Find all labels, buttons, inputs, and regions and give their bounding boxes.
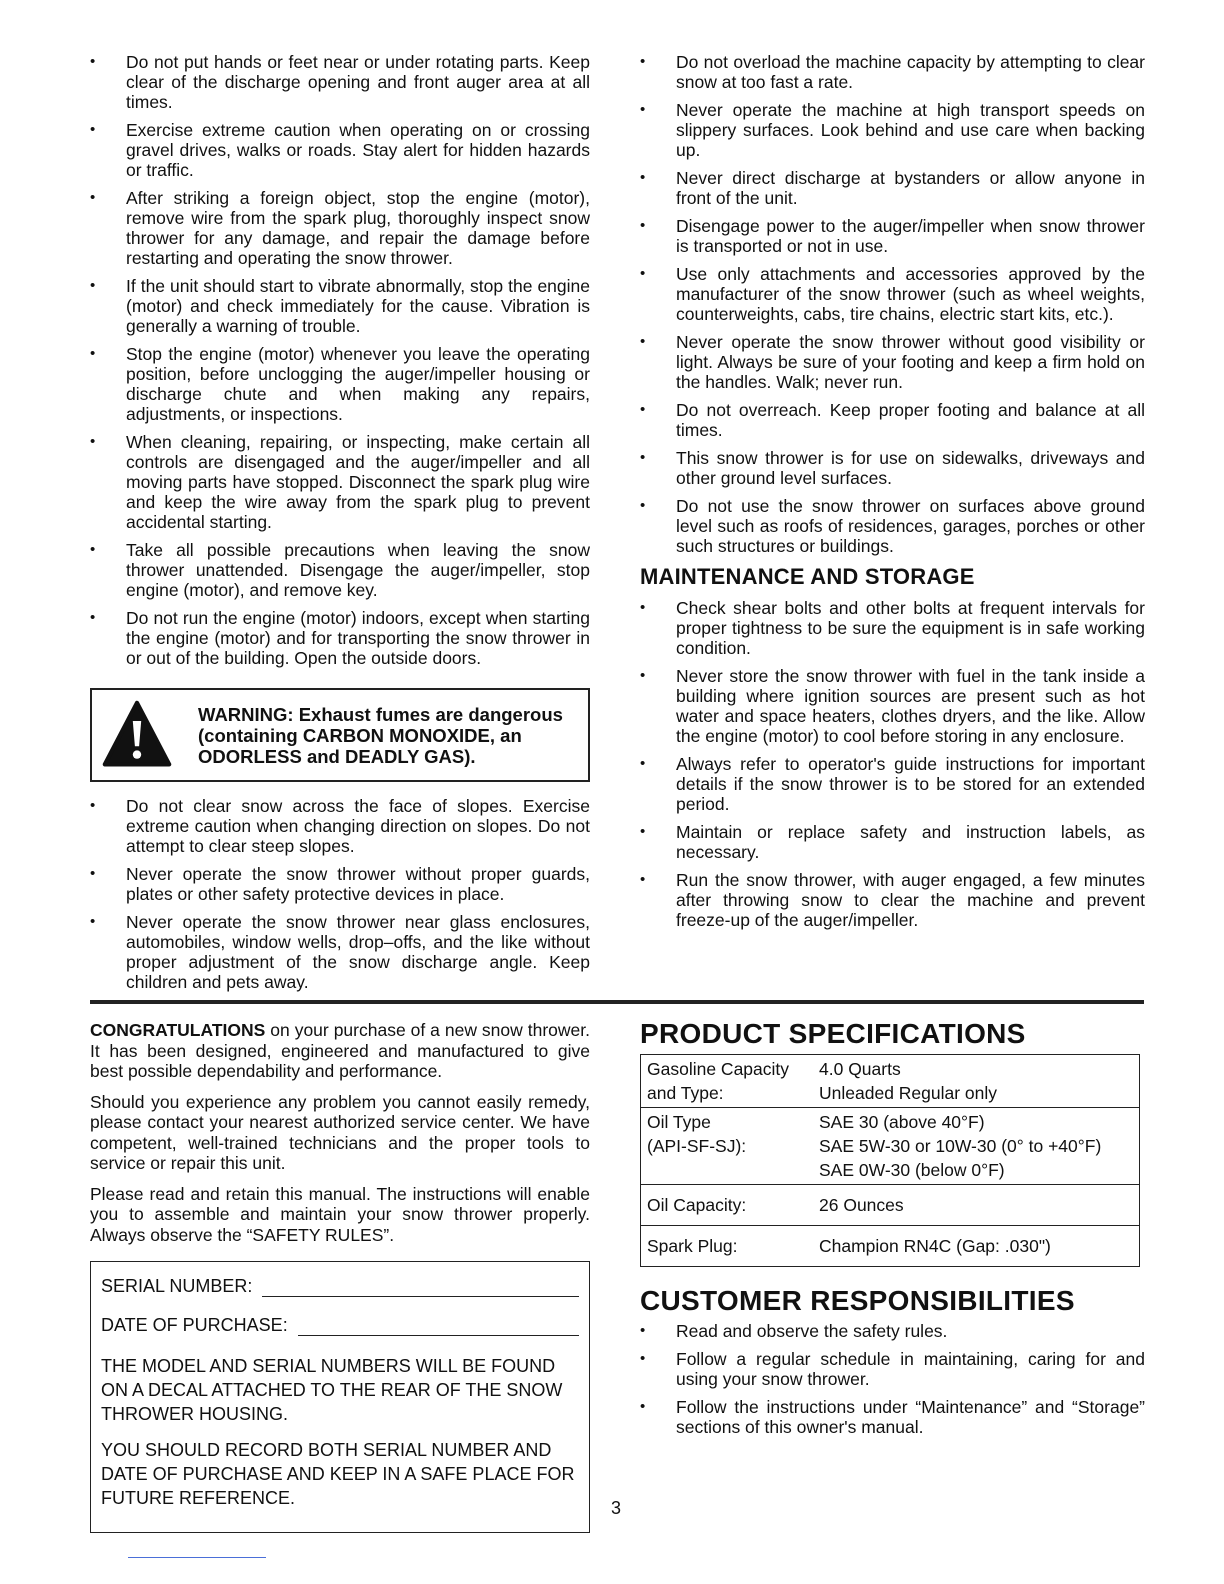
warning-triangle-icon xyxy=(102,700,172,770)
footer-rule xyxy=(128,1557,266,1558)
left-column-safety xyxy=(90,52,590,1000)
spec-value: 26 Ounces xyxy=(819,1195,904,1215)
date-of-purchase-line xyxy=(101,1315,579,1336)
list-item: • Maintain or replace safety and instruction labels, as necessary. xyxy=(640,822,1145,862)
spec-label: Spark Plug: xyxy=(647,1236,738,1256)
spec-label: Gasoline Capacity and Type: xyxy=(647,1059,790,1103)
service-paragraph: Should you experience any problem you cannot easily remedy, please contact your nearest authorized service center. We have competent, well-trained technicians and the proper tools to service or repair this unit. xyxy=(90,1091,590,1173)
spec-value: 4.0 Quarts Unleaded Regular only xyxy=(819,1059,998,1103)
list-item: • Follow a regular schedule in maintaining, caring for and using your snow thrower. xyxy=(640,1349,1145,1389)
right-column-safety xyxy=(640,52,1145,938)
specifications-section xyxy=(640,1018,1145,1445)
list-item: • Always refer to operator's guide instructions for important details if the snow thrower is to be stored for an extended period. xyxy=(640,754,1145,814)
list-item: • Stop the engine (motor) whenever you leave the operating position, before unclogging the auger/impeller housing or discharge chute and when making any repairs, adjustments, or inspections. xyxy=(90,344,590,424)
list-item: • Follow the instructions under “Maintenance” and “Storage” sections of this owner's manual. xyxy=(640,1397,1145,1437)
specifications-table xyxy=(640,1054,1140,1267)
page-number: 3 xyxy=(611,1498,622,1518)
list-item: • Do not overreach. Keep proper footing and balance at all times. xyxy=(640,400,1145,440)
decal-note: THE MODEL AND SERIAL NUMBERS WILL BE FOUND ON A DECAL ATTACHED TO THE REAR OF THE SNOW THROWER HOUSING. xyxy=(101,1356,563,1424)
serial-number-field[interactable] xyxy=(262,1278,579,1297)
congrats-lead: CONGRATULATIONS xyxy=(90,1020,266,1040)
left-bottom-bullet-list xyxy=(90,796,590,992)
date-of-purchase-label: DATE OF PURCHASE: xyxy=(101,1315,288,1335)
warning-box xyxy=(90,688,590,782)
customer-bullet-list xyxy=(640,1321,1145,1437)
maintenance-heading: MAINTENANCE AND STORAGE xyxy=(640,564,975,589)
congrats-text: on your purchase of a new snow thrower. It has been designed, engineered and manufactured to give best possible dependability and performance. xyxy=(90,1020,590,1081)
date-of-purchase-field[interactable] xyxy=(298,1317,579,1336)
list-item: • Never store the snow thrower with fuel in the tank inside a building where ignition sources are present such as hot water and space heaters, clothes dryers, and the like. Allow the engine (motor) to cool before storing in any enclosure. xyxy=(640,666,1145,746)
spec-value: SAE 30 (above 40°F) SAE 5W-30 or 10W-30 (0° to +40°F) SAE 0W-30 (below 0°F) xyxy=(819,1112,1102,1180)
customer-responsibilities-heading: CUSTOMER RESPONSIBILITIES xyxy=(640,1285,1075,1316)
list-item: • Do not overload the machine capacity by attempting to clear snow at too fast a rate. xyxy=(640,52,1145,92)
list-item: • When cleaning, repairing, or inspecting, make certain all controls are disengaged and the auger/impeller and all moving parts have stopped. Disconnect the spark plug wire and keep the wire away from the spark plug to prevent accidental starting. xyxy=(90,432,590,532)
product-specifications-heading: PRODUCT SPECIFICATIONS xyxy=(640,1018,1026,1049)
list-item: • Never operate the snow thrower without proper guards, plates or other safety protective devices in place. xyxy=(90,864,590,904)
right-top-bullet-list xyxy=(640,52,1145,556)
list-item: • Take all possible precautions when leaving the snow thrower unattended. Disengage the auger/impeller, stop engine (motor), and remove key. xyxy=(90,540,590,600)
list-item: • Use only attachments and accessories approved by the manufacturer of the snow thrower (such as wheel weights, counterweights, cabs, tire chains, electric start kits, etc.). xyxy=(640,264,1145,324)
list-item: • After striking a foreign object, stop the engine (motor), remove wire from the spark plug, thoroughly inspect snow thrower for any damage, and repair the damage before restarting and operating the snow thrower. xyxy=(90,188,590,268)
list-item: • Do not run the engine (motor) indoors, except when starting the engine (motor) and for transporting the snow thrower in or out of the building. Open the outside doors. xyxy=(90,608,590,668)
manual-paragraph: Please read and retain this manual. The instructions will enable you to assemble and maintain your snow thrower properly. Always observe the “SAFETY RULES”. xyxy=(90,1183,590,1245)
list-item: • Never operate the snow thrower without good visibility or light. Always be sure of your footing and keep a firm hold on the handles. Walk; never run. xyxy=(640,332,1145,392)
left-top-bullet-list xyxy=(90,52,590,668)
serial-number-label: SERIAL NUMBER: xyxy=(101,1276,253,1296)
list-item: • Do not clear snow across the face of slopes. Exercise extreme caution when changing direction on slopes. Do not attempt to clear steep slopes. xyxy=(90,796,590,856)
spec-label: Oil Type (API-SF-SJ): xyxy=(647,1112,747,1156)
list-item: • If the unit should start to vibrate abnormally, stop the engine (motor) and check immediately for the cause. Vibration is generally a warning of trouble. xyxy=(90,276,590,336)
section-divider xyxy=(90,1000,1144,1004)
list-item: • Never direct discharge at bystanders or allow anyone in front of the unit. xyxy=(640,168,1145,208)
table-row xyxy=(641,1108,1140,1185)
table-row xyxy=(641,1185,1140,1226)
list-item: • Exercise extreme caution when operating on or crossing gravel drives, walks or roads. Stay alert for hidden hazards or traffic. xyxy=(90,120,590,180)
list-item: • This snow thrower is for use on sidewalks, driveways and other ground level surfaces. xyxy=(640,448,1145,488)
list-item: • Run the snow thrower, with auger engaged, a few minutes after throwing snow to clear the machine and prevent freeze-up of the auger/impeller. xyxy=(640,870,1145,930)
spec-value: Champion RN4C (Gap: .030") xyxy=(819,1236,1051,1256)
warning-text: WARNING: Exhaust fumes are dangerous (containing CARBON MONOXIDE, an ODORLESS and DEADLY GAS). xyxy=(198,703,563,767)
maintenance-bullet-list xyxy=(640,598,1145,930)
list-item: • Read and observe the safety rules. xyxy=(640,1321,1145,1341)
spec-label: Oil Capacity: xyxy=(647,1195,747,1215)
congrats-paragraph xyxy=(90,1020,590,1082)
list-item: • Check shear bolts and other bolts at frequent intervals for proper tightness to be sure the equipment is in safe working condition. xyxy=(640,598,1145,658)
list-item: • Never operate the snow thrower near glass enclosures, automobiles, window wells, drop–offs, and the like without proper adjustment of the snow discharge angle. Keep children and pets away. xyxy=(90,912,590,992)
list-item: • Do not put hands or feet near or under rotating parts. Keep clear of the discharge opening and front auger area at all times. xyxy=(90,52,590,112)
record-note: YOU SHOULD RECORD BOTH SERIAL NUMBER AND DATE OF PURCHASE AND KEEP IN A SAFE PLACE FOR FUTURE REFERENCE. xyxy=(101,1440,575,1508)
list-item: • Do not use the snow thrower on surfaces above ground level such as roofs of residences, garages, porches or other such structures or buildings. xyxy=(640,496,1145,556)
list-item: • Never operate the machine at high transport speeds on slippery surfaces. Look behind and use care when backing up. xyxy=(640,100,1145,160)
table-row xyxy=(641,1055,1140,1108)
record-box xyxy=(90,1261,590,1533)
congratulations-section xyxy=(90,1020,590,1533)
list-item: • Disengage power to the auger/impeller when snow thrower is transported or not in use. xyxy=(640,216,1145,256)
serial-number-line xyxy=(101,1276,579,1297)
table-row xyxy=(641,1226,1140,1267)
